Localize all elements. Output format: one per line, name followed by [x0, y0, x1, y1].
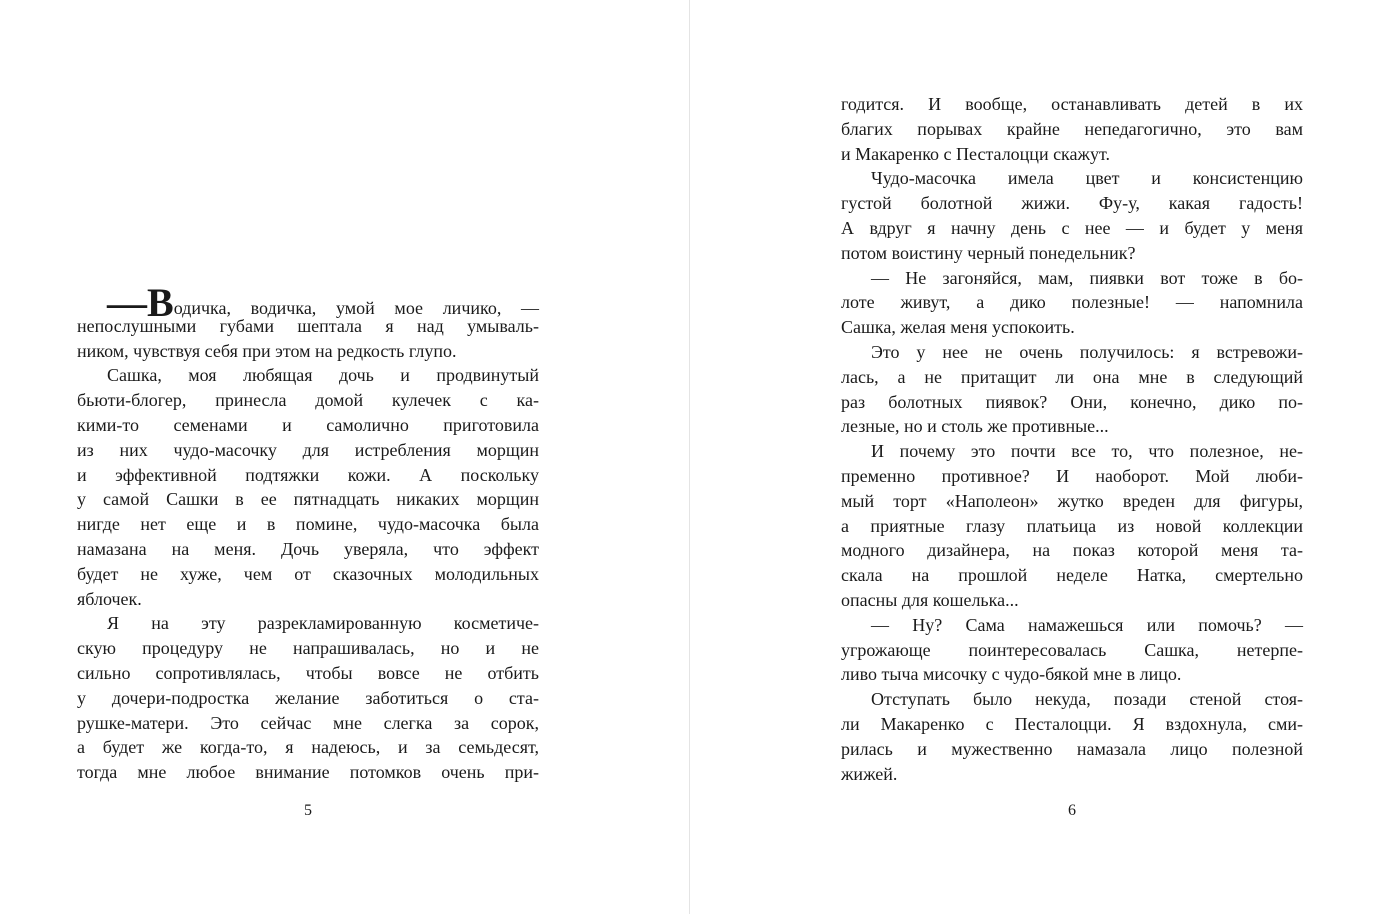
text-line: скую процедуру не напрашивалась, но и не: [77, 638, 539, 659]
text-line: благих порывах крайне непедагогично, это вам: [841, 118, 1303, 139]
text-line: у дочери-подростка желание заботиться о ста-: [77, 687, 539, 708]
text-line: И почему это почти все то, что полезное, не-: [871, 441, 1303, 462]
text-line: густой болотной жижи. Фу-у, какая гадость!: [841, 193, 1303, 214]
text-line: сильно сопротивлялась, чтобы вовсе не отбить: [77, 662, 539, 683]
text-line: и Макаренко с Песталоцци скажут.: [841, 143, 1110, 164]
text-line: опасны для кошелька...: [841, 589, 1019, 610]
text-line: ливо тыча мисочку с чудо-бякой мне в лицо.: [841, 664, 1182, 685]
text-line: лоте живут, а дико полезные! — напомнила: [841, 292, 1303, 313]
text-line: а приятные глазу платьица из новой коллекции: [841, 515, 1303, 536]
text-line: а будет же когда-то, я надеюсь, и за семьдесят,: [77, 737, 539, 758]
text-line: рушке-матери. Это сейчас мне слегка за сорок,: [77, 712, 539, 733]
text-line: бьюти-блогер, принесла домой кулечек с ка-: [77, 390, 539, 411]
text-line: Сашка, желая меня успокоить.: [841, 317, 1075, 338]
text-line: нигде нет еще и в помине, чудо-масочка была: [77, 514, 539, 535]
opening-line-text: одичка, водичка, умой мое личико, —: [173, 298, 539, 318]
opening-line: [77, 280, 539, 325]
text-line: ли Макаренко с Песталоцци. Я вздохнула, сми-: [841, 713, 1303, 734]
drop-cap: —В: [107, 280, 174, 325]
text-line: Я на эту разрекламированную косметиче-: [107, 613, 539, 634]
text-line: — Ну? Сама намажешься или помочь? —: [871, 614, 1303, 635]
text-line: Чудо-масочка имела цвет и консистенцию: [871, 168, 1303, 189]
text-line: угрожающе поинтересовалась Сашка, нетерпе-: [841, 639, 1303, 660]
text-line: лась, а не притащит ли она мне в следующий: [841, 366, 1303, 387]
text-line: мый торт «Наполеон» жутко вреден для фигуры,: [841, 490, 1303, 511]
text-line: кими-то семенами и самолично приготовила: [77, 414, 539, 435]
text-line: будет не хуже, чем от сказочных молодильных: [77, 563, 539, 584]
text-line: яблочек.: [77, 588, 142, 609]
text-line: у самой Сашки в ее пятнадцать никаких морщин: [77, 489, 539, 510]
text-line: Отступать было некуда, позади стеной стоя-: [871, 689, 1303, 710]
right-page: [690, 0, 1380, 914]
text-line: рилась и мужественно намазала лицо полезной: [841, 738, 1303, 759]
page-number-right: 6: [1068, 802, 1076, 819]
text-line: Это у нее не очень получилось: я встревожи-: [871, 341, 1303, 362]
text-line: жижей.: [841, 763, 898, 784]
text-line: намазана на меня. Дочь уверяла, что эффект: [77, 538, 539, 559]
text-line: непослушными губами шептала я над умываль-: [77, 315, 539, 336]
text-line: раз болотных пиявок? Они, конечно, дико по-: [841, 391, 1303, 412]
text-line: модного дизайнера, на показ которой меня та-: [841, 540, 1303, 561]
text-line: годится. И вообще, останавливать детей в их: [841, 94, 1303, 114]
right-page-text: [841, 92, 1303, 786]
page-number-left: 5: [304, 802, 312, 819]
text-line: А вдруг я начну день с нее — и будет у меня: [841, 217, 1303, 238]
left-page-text: [77, 280, 539, 785]
text-line: потом воистину черный понедельник?: [841, 242, 1136, 263]
text-line: скала на прошлой неделе Натка, смертельно: [841, 565, 1303, 586]
text-line: тогда мне любое внимание потомков очень при-: [77, 762, 539, 783]
text-line: — Не загоняйся, мам, пиявки вот тоже в бо-: [871, 267, 1303, 288]
text-line: и эффективной подтяжки кожи. А поскольку: [77, 464, 539, 485]
text-line: Сашка, моя любящая дочь и продвинутый: [107, 365, 539, 386]
text-line: лезные, но и столь же противные...: [841, 416, 1109, 437]
text-line: ником, чувствуя себя при этом на редкость глупо.: [77, 340, 457, 361]
text-line: из них чудо-масочку для истребления морщин: [77, 439, 539, 460]
text-line: пременно противное? И наоборот. Мой люби-: [841, 465, 1303, 486]
